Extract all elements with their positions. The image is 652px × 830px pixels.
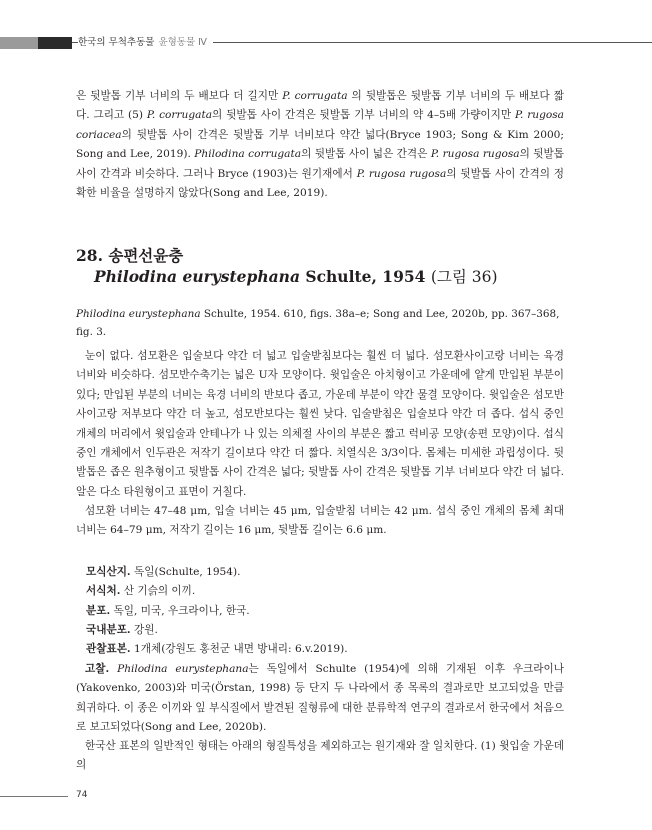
field-value: 강원.	[130, 624, 158, 636]
field-value: 독일(Schulte, 1954).	[130, 566, 241, 578]
remarks-text: 는 독일에서 Schulte (1954)에 의해 기재된 이후 우크라이나(Yakovenko, 2003)와 미국(Örstan, 1998) 등 단지 두 나라에서 종 목록의 결과로만 보고되었을 만큼 희귀하다. 이 종은 이끼와 잎 부식질에서 발견된 질형류에 대한 분류학적 연구의 결과로서 한국에서 처음으로 보고되었다(Song and Lee, 2020b).	[76, 663, 564, 734]
book-title: 한국의 무척추동물	[78, 37, 155, 48]
taxon-name: P. rugosa rugosa	[430, 148, 520, 161]
domestic-distribution	[86, 621, 158, 640]
citation-species: Philodina eurystephana	[76, 308, 201, 320]
remarks-paragraph	[76, 660, 564, 738]
species-heading	[94, 266, 498, 288]
header-title	[78, 36, 213, 49]
taxon-name: Philodina corrugata	[194, 148, 302, 161]
field-value: 1개체(강원도 홍천군 내면 방내리: 6.v.2019).	[130, 643, 348, 655]
field-label: 국내분포.	[86, 624, 131, 636]
species-authority: Schulte, 1954	[305, 267, 426, 286]
footer-rule	[0, 796, 68, 797]
description-paragraph: 눈이 없다. 섬모환은 입술보다 약간 더 넓고 입술받침보다는 훨씬 더 넓다. 섬모환사이고랑 너비는 육경 너비와 비슷하다. 섬모반수축기는 넓은 U자 모양이다. 윗입술은 아치형이고 가운데에 얕게 만입된 부분이 있다; 만입된 부분의 너비는 육경 너비의 반보다 좁고, 가운데 부분이 약간 물결 모양이다. 윗입술은 섬모반사이고랑 저부보다 약간 더 높고, 섬모반보다는 훨씬 낮다. 입술받침은 입술보다 약간 더 좁다. 섭식 중인 개체의 머리에서 윗입술과 안테나가 나 있는 의체절 사이의 부분은 짧고 럭비공 모양(송편 모양)이다. 섭식 중인 개체에서 인두관은 저작기 길이보다 약간 더 짧다. 치열식은 3/3이다. 몸체는 미세한 과립성이다. 뒷발톱은 좁은 원추형이고 뒷발톱 사이 간격은 넓다; 뒷발톱 사이 간격은 뒷발톱 기부 너비보다 약간 더 넓다. 알은 다소 타원형이고 표면이 거칠다.	[76, 350, 564, 498]
paragraph-continued: 은 뒷발톱 기부 너비의 두 배보다 더 길지만 P. corrugata 의 뒷발톱은 뒷발톱 기부 너비의 두 배보다 짧다. 그리고 (5) P. corrugata의 뒷발톱 사이 간격은 뒷발톱 기부 너비의 약 4–5배 가량이지만 P. rugosa coriacea의 뒷발톱 사이 간격은 뒷발톱 기부 너비보다 약간 넓다(Bryce 1903; Song & Kim 2000; Song and Lee, 2019). Philodina corrugata의 뒷발톱 사이 넓은 간격은 P. rugosa rugosa의 뒷발톱 사이 간격과 비슷하다. 그러나 Bryce (1903)는 원기재에서 P. rugosa rugosa의 뒷발톱 사이 간격의 정확한 비율을 설명하지 않았다(Song and Lee, 2019).	[76, 90, 564, 200]
taxon-name: P. corrugata	[146, 109, 213, 122]
section-heading: 28. 송편선윤충	[76, 246, 184, 265]
comparison-paragraph: 한국산 표본의 일반적인 형태는 아래의 형질특성을 제외하고는 원기재와 잘 일치한다. (1) 윗입술 가운데의	[76, 740, 564, 772]
page-number: 74	[76, 790, 88, 800]
taxon-name: P. corrugata	[282, 90, 348, 102]
figure-reference: (그림 36)	[430, 268, 498, 286]
remarks-species: Philodina eurystephana	[117, 663, 249, 675]
field-value: 독일, 미국, 우크라이나, 한국.	[110, 605, 250, 617]
remarks-label: 고찰.	[85, 663, 110, 675]
distribution	[86, 602, 250, 621]
field-label: 관찰표본.	[86, 643, 131, 655]
field-label: 분포.	[86, 605, 111, 617]
examined-material	[86, 640, 348, 659]
field-value: 산 기슭의 이끼.	[120, 585, 196, 597]
type-locality	[86, 563, 241, 582]
taxon-name: P. rugosa rugosa	[356, 167, 447, 180]
habitat	[86, 582, 195, 601]
book-subtitle: 윤형동물 Ⅳ	[158, 37, 207, 48]
taxon-name: P. rugosa coriacea	[76, 109, 564, 141]
header-bar-dark	[38, 37, 72, 49]
citation-line	[76, 305, 576, 341]
field-label: 서식처.	[86, 585, 121, 597]
running-header	[0, 37, 652, 49]
field-label: 모식산지.	[86, 566, 131, 578]
species-name: Philodina eurystephana	[94, 267, 300, 286]
citation-text: Schulte, 1954. 610, figs. 38a–e; Song and Lee, 2020b, pp. 367–368, fig. 3.	[76, 308, 560, 338]
header-bar-light	[0, 37, 38, 49]
measurement-paragraph: 섬모환 너비는 47–48 μm, 입술 너비는 45 μm, 입술받침 너비는 42 μm. 섭식 중인 개체의 몸체 최대 너비는 64–79 μm, 저작기 길이는 16 μm, 뒷발톱 길이는 6.6 μm.	[76, 505, 564, 537]
